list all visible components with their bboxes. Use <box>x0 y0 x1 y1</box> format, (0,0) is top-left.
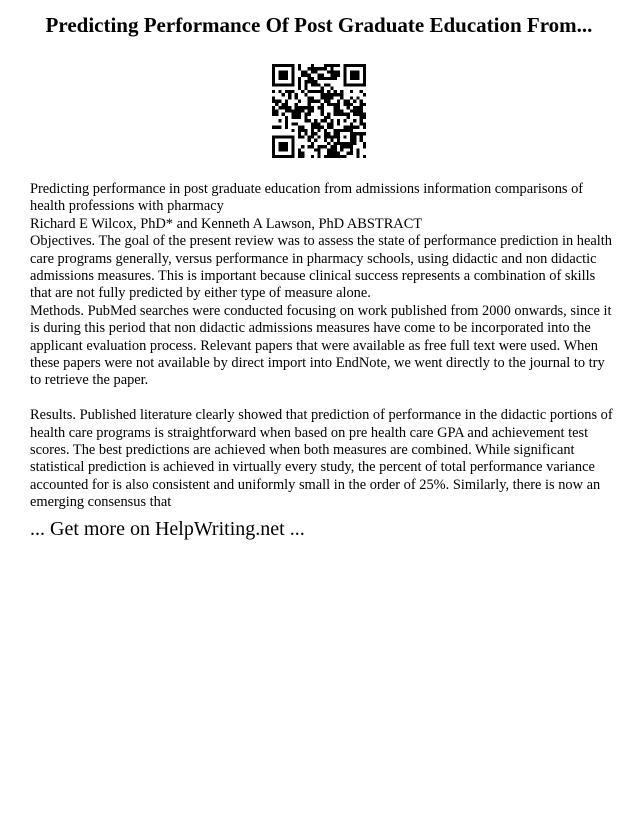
paragraph-objectives: Objectives. The goal of the present review was to assess the state of performance prediction in health care programs generally, versus performance in pharmacy schools, using didactic and non didactic admissions measures. This is important because clinical success represents a combination of skills that are not fully predicted by either type of measure alone. <box>30 233 612 302</box>
paragraph-authors: Richard E Wilcox, PhD* and Kenneth A Lawson, PhD ABSTRACT <box>30 215 423 232</box>
paragraph-spacer <box>30 390 614 407</box>
page-title: Predicting Performance Of Post Graduate Education From... <box>45 13 593 37</box>
get-more-link[interactable]: ... Get more on HelpWriting.net ... <box>30 518 305 540</box>
paragraph-results: Results. Published literature clearly showed that prediction of performance in the didactic portions of health care programs is straightforward when based on pre health care GPA and achievement test scores. The best predictions are achieved when both measures are combined. While significant statistical prediction is achieved in virtually every study, the percent of total performance variance accounted for is also consistent and uniformly small in the order of 25%. Similarly, there is now an emerging consensus that <box>30 407 613 511</box>
paragraph-heading: Predicting performance in post graduate education from admissions information comparisons of health professions with pharmacy <box>30 181 584 215</box>
abstract-body <box>30 181 614 512</box>
paragraph-methods: Methods. PubMed searches were conducted focusing on work published from 2000 onwards, since it is during this period that non didactic admissions measures have come to be incorporated into the applicant evaluation process. Relevant papers that were available as free full text were used. When these papers were not available by direct import into EndNote, we went directly to the journal to try to retrieve the paper. <box>30 302 612 389</box>
qr-code-icon <box>272 64 366 158</box>
